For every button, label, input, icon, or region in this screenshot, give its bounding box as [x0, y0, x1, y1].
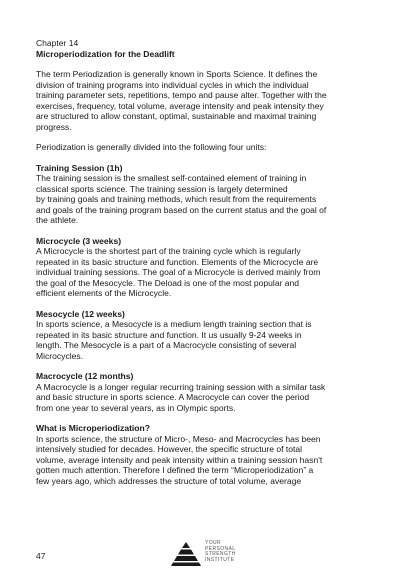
- page-footer: [36, 540, 380, 581]
- chapter-label: Chapter 14: [36, 38, 79, 48]
- section-macrocycle: [36, 371, 380, 413]
- section-body: A Microcycle is the shortest part of the training cycle which is regularly repeated in its basic structure and function. Elements of the Microcycle are individual training sessions. The goal of a Microcycle is derived mainly from the goal of the Mesocycle. The Deload is one of the most popular and efficient elements of the Microcycle.: [36, 246, 321, 298]
- logo-text: YOUR PERSONAL STRENGTH INSTITUTE: [205, 540, 236, 563]
- intro-paragraph-1: The term Periodization is generally known in Sports Science. It defines the division of training programs into individual cycles in which the individual training parameter sets, repetitions, tempo and pause alter. Together with the exercises, frequency, total volume, average intensity and peak intensity they are structured to allow constant, optimal, sustainable and maximal training progress.: [36, 69, 327, 132]
- section-heading: Training Session (1h): [36, 162, 123, 173]
- page-content: [36, 38, 380, 486]
- institute-logo: [171, 541, 236, 567]
- intro-paragraph-2: Periodization is generally divided into the following four units:: [36, 142, 267, 152]
- section-body: In sports science, a Mesocycle is a medium length training section that is repeated in its basic structure and function. It us usually 9-24 weeks in length. The Mesocycle is a part of a Macrocycle consisting of several Microcycles.: [36, 319, 312, 361]
- section-microperiodization: [36, 423, 380, 486]
- section-body: The training session is the smallest self-contained element of training in classical sports science. The training session is largely determined by training goals and training methods, which result from the requirements and goals of the training program based on the current status and the goal of the athlete.: [36, 173, 327, 225]
- page-number: 47: [36, 551, 46, 561]
- section-body: A Macrocycle is a longer regular recurring training session with a similar task and basic structure in sports science. A Macrocycle can cover the period from one year to several years, as in Olympic sports.: [36, 381, 326, 413]
- section-heading: Microcycle (3 weeks): [36, 235, 122, 246]
- section-mesocycle: [36, 309, 380, 362]
- section-training-session: [36, 163, 380, 226]
- section-heading: Mesocycle (12 weeks): [36, 308, 125, 319]
- section-body: In sports science, the structure of Micro-, Meso- and Macrocycles has been intensively studied for decades. However, the specific structure of total volume, average intensity and peak intensity within a training session hasn't gotten much attention. Therefore I defined the term “Microperiodization” a few years ago, which addresses the structure of total volume, average: [36, 433, 323, 486]
- section-heading: Macrocycle (12 months): [36, 371, 134, 381]
- section-heading: What is Microperiodization?: [36, 423, 150, 433]
- chapter-title: Microperiodization for the Deadlift: [36, 48, 175, 59]
- section-microcycle: [36, 236, 380, 299]
- pyramid-logo-icon: [171, 541, 201, 567]
